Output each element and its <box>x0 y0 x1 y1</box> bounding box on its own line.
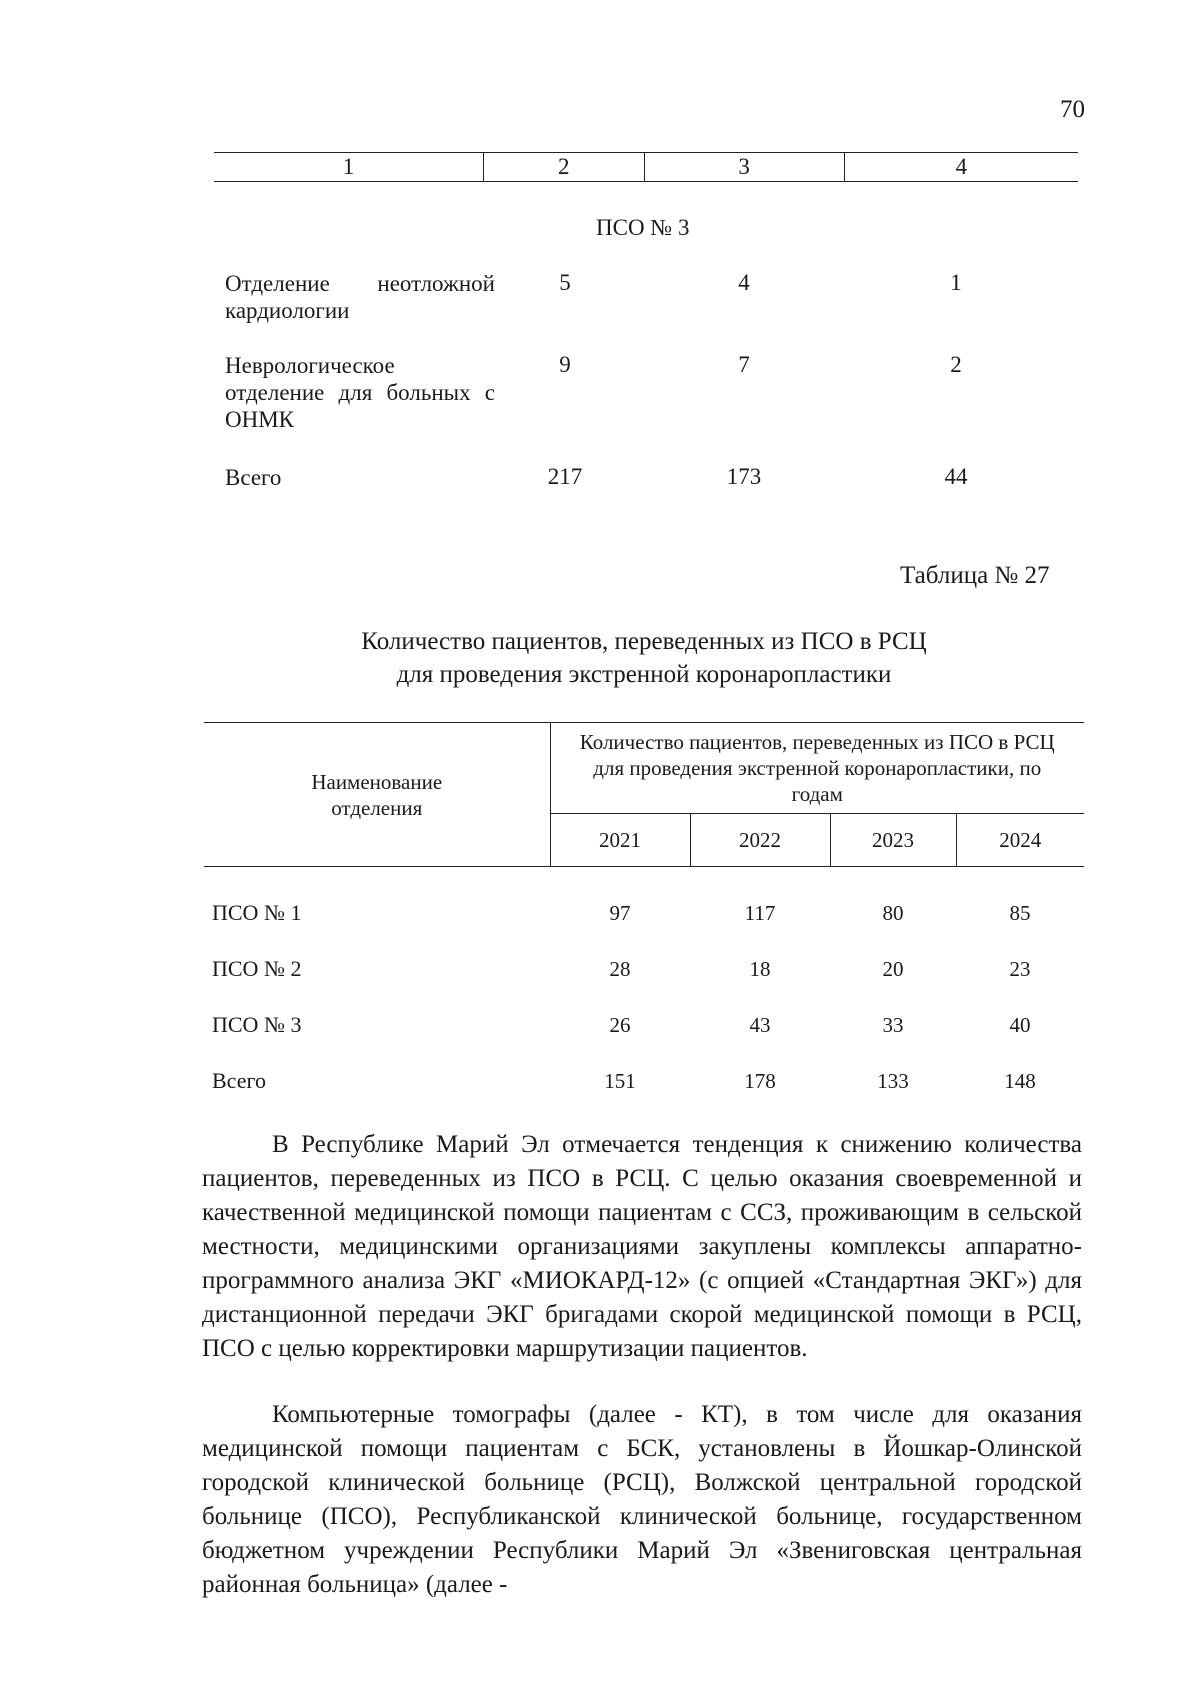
cell-value: 85 <box>1009 900 1031 925</box>
year-header: 2022 <box>690 814 830 867</box>
row-value: 5 <box>559 270 571 295</box>
cell-value: 178 <box>744 1068 776 1093</box>
row-value: 173 <box>726 464 762 489</box>
row-value: 7 <box>738 352 750 377</box>
paragraph <box>202 1128 1082 1366</box>
section-title: ПСО № 3 <box>596 215 690 240</box>
cell-value: 133 <box>877 1068 909 1093</box>
year-header: 2023 <box>830 814 956 867</box>
cell-value: 40 <box>1009 1012 1031 1037</box>
row-value: 4 <box>738 270 750 295</box>
cell-value: 148 <box>1004 1068 1036 1093</box>
table-title-line: Количество пациентов, переведенных из ПСО в РСЦ <box>361 628 927 655</box>
row-name: ПСО № 2 <box>212 956 302 981</box>
page-number: 70 <box>1060 96 1085 123</box>
continued-table-header <box>214 152 1078 182</box>
table-row <box>204 941 1084 997</box>
row-value: 44 <box>944 464 968 489</box>
table-title-line: для проведения экстренной коронаропластики <box>396 661 892 688</box>
cell-value: 28 <box>609 956 631 981</box>
row-value: 9 <box>559 352 571 377</box>
year-header: 2024 <box>956 814 1084 867</box>
column-number: 2 <box>484 153 644 182</box>
table-caption: Таблица № 27 <box>900 562 1050 589</box>
table-title <box>204 625 1084 691</box>
paragraph-text: В Республике Марий Эл отмечается тенденция к снижению количества пациентов, переведенных из ПСО в РСЦ. С целью оказания своевременной и качественной медицинской помощи пациентам с ССЗ, проживающим в сельской местности, медицинскими организациями закуплены комплексы аппаратно-программного анализа ЭКГ «МИОКАРД-12» (с опцией «Стандартная ЭКГ») для дистанционной передачи ЭКГ бригадами скорой медицинской помощи в РСЦ, ПСО с целью корректировки маршрутизации пациентов. <box>202 1131 1082 1362</box>
column-number: 3 <box>644 153 844 182</box>
cell-value: 26 <box>609 1012 631 1037</box>
row-name: Всего <box>212 1068 266 1093</box>
row-value: 1 <box>950 270 962 295</box>
paragraph <box>202 1398 1082 1602</box>
year-header: 2021 <box>550 814 690 867</box>
cell-value: 117 <box>744 900 776 925</box>
row-value: 2 <box>950 352 962 377</box>
column-number: 1 <box>214 153 484 182</box>
table-row <box>204 867 1084 942</box>
header-patients-by-year: Количество пациентов, переведенных из ПСО в РСЦ для проведения экстренной коронаропластики, по годам <box>550 723 1084 814</box>
cell-value: 151 <box>604 1068 636 1093</box>
row-label: Отделение неотложной кардиологии <box>225 271 495 323</box>
cell-value: 23 <box>1009 956 1031 981</box>
cell-value: 33 <box>882 1012 904 1037</box>
table-row <box>204 997 1084 1053</box>
row-name: ПСО № 1 <box>212 900 302 925</box>
row-value: 217 <box>547 464 583 489</box>
column-number: 4 <box>844 153 1078 182</box>
row-label: Неврологическое отделение для больных с ОНМК <box>225 353 495 432</box>
patients-transfer-table <box>204 722 1084 1109</box>
header-department-name: Наименование отделения <box>204 723 550 867</box>
table-row <box>204 1053 1084 1109</box>
cell-value: 97 <box>609 900 631 925</box>
row-label: Всего <box>225 465 282 490</box>
cell-value: 20 <box>882 956 904 981</box>
cell-value: 43 <box>749 1012 771 1037</box>
row-name: ПСО № 3 <box>212 1012 302 1037</box>
cell-value: 80 <box>882 900 904 925</box>
paragraph-text: Компьютерные томографы (далее - КТ), в том числе для оказания медицинской помощи пациентам с БСК, установлены в Йошкар-Олинской городской клинической больнице (РСЦ), Волжской центральной городской больнице (ПСО), Республиканской клинической больнице, государственном бюджетном учреждении Республики Марий Эл «Звениговская центральная районная больница» (далее - <box>202 1401 1082 1598</box>
cell-value: 18 <box>749 956 771 981</box>
